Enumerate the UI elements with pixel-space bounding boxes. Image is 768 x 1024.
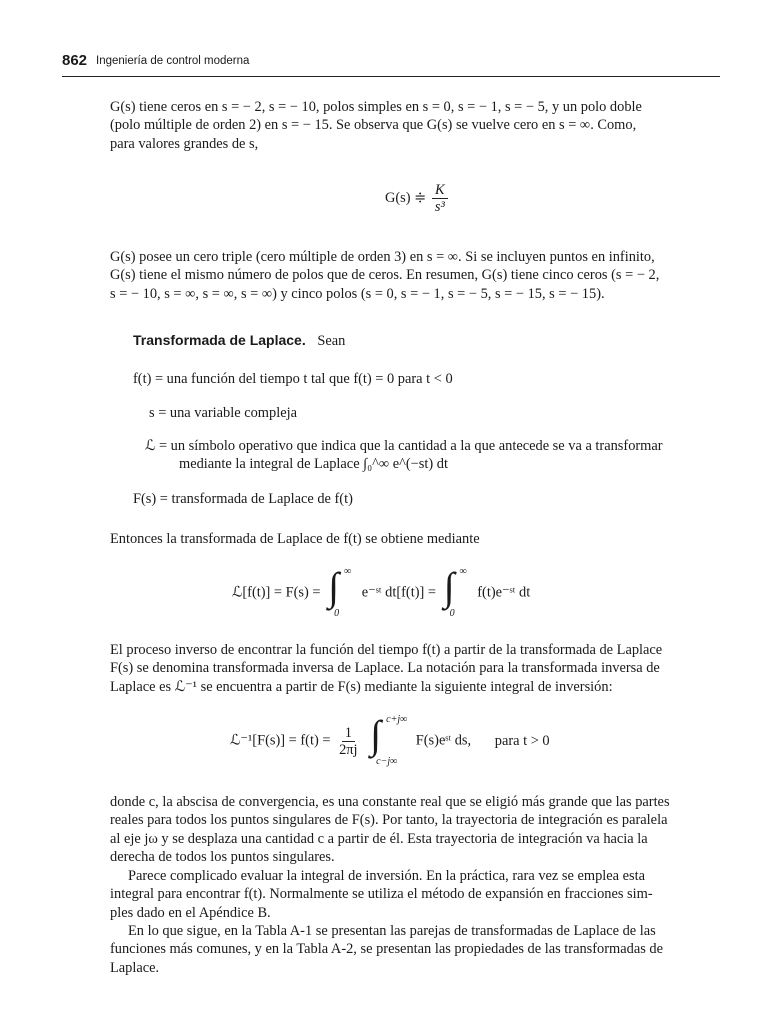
condition: para t > 0 (494, 732, 550, 749)
paragraph-complicated (110, 867, 718, 922)
integrand: f(t)e⁻ˢᵗ dt (477, 584, 531, 601)
paragraph-then (110, 530, 718, 548)
integral-lower-limit: 0 (449, 608, 455, 619)
running-title: Ingeniería de control moderna (96, 55, 250, 67)
text-line: Laplace es ℒ⁻¹ se encuentra a partir de F(s) mediante la siguiente integral de inversión: (110, 678, 613, 695)
paragraph-summary (110, 248, 718, 303)
equation-lhs: ℒ[f(t)] = F(s) = (232, 584, 321, 601)
section-heading: Transformada de Laplace. (133, 332, 306, 348)
section-laplace-heading (133, 332, 345, 350)
integral-sign: ∫ c+j∞ c−j∞ (370, 712, 408, 767)
equation-lhs: ℒ⁻¹[F(s)] = f(t) = (230, 732, 331, 749)
text-line: G(s) tiene ceros en s = − 2, s = − 10, polos simples en s = 0, s = − 1, s = − 5, y un polo doble (110, 99, 642, 115)
paragraph-zeros-poles (110, 98, 718, 153)
text-line: G(s) tiene el mismo número de polos que de ceros. En resumen, G(s) tiene cinco ceros (s = − 2, (110, 267, 660, 284)
integral-lower-limit: c−j∞ (376, 756, 398, 767)
text-line: funciones más comunes, y en la Tabla A-2, se presentan las propiedades de las transformadas de (110, 941, 663, 958)
fraction (432, 182, 448, 215)
definition-ft: f(t) = una función del tiempo t tal que f(t) = 0 para t < 0 (133, 371, 453, 387)
equation-lhs: G(s) ≑ (385, 189, 427, 206)
fraction (336, 725, 360, 758)
text-line: F(s) se denomina transformada inversa de Laplace. La notación para la transformada inversa de (110, 660, 660, 677)
integral-sign: ∫ ∞ 0 (443, 564, 467, 619)
page-number: 862 (62, 52, 88, 69)
text-line: s = − 10, s = ∞, s = ∞, s = ∞) y cinco polos (s = 0, s = − 1, s = − 5, s = − 15, s = − 15). (110, 285, 605, 302)
integral-lower-limit: 0 (334, 608, 340, 619)
equation-laplace-transform (232, 564, 531, 619)
text-line: derecha de todos los puntos singulares. (110, 849, 335, 866)
definition-s: s = una variable compleja (149, 405, 297, 421)
text-line: ples dado en el Apéndice B. (110, 904, 271, 921)
definition-L-line1: ℒ = un símbolo operativo que indica que la cantidad a la que antecede se va a transformar (145, 438, 663, 454)
definition-L-line2: mediante la integral de Laplace ∫₀^∞ e^(−st) dt (179, 456, 448, 472)
text-line: (polo múltiple de orden 2) en s = − 15. Se observa que G(s) se vuelve cero en s = ∞. Como, (110, 117, 637, 134)
page-header (62, 50, 720, 77)
integral-upper-limit: ∞ (459, 566, 467, 577)
text-line: En lo que sigue, en la Tabla A-1 se presentan las parejas de transformadas de Laplace de las (128, 923, 656, 939)
text-line: para valores grandes de s, (110, 135, 259, 152)
integral-upper-limit: c+j∞ (386, 714, 408, 725)
paragraph-abscissa (110, 793, 718, 867)
text-line: El proceso inverso de encontrar la función del tiempo f(t) a partir de la transformada de Laplace (110, 642, 663, 658)
integrand: e⁻ˢᵗ dt[f(t)] = (361, 584, 437, 601)
definition-Fs: F(s) = transformada de Laplace de f(t) (133, 491, 353, 507)
integrand: F(s)eˢᵗ ds, (415, 732, 472, 749)
fraction-numerator: 1 (342, 725, 355, 742)
integral-upper-limit: ∞ (344, 566, 352, 577)
fraction-denominator: s³ (434, 199, 445, 215)
text-line: integral para encontrar f(t). Normalmente se utiliza el método de expansión en fracciones sim- (110, 886, 653, 903)
text-line: G(s) posee un cero triple (cero múltiple de orden 3) en s = ∞. Si se incluyen puntos en infinito, (110, 249, 655, 265)
heading-continuation: Sean (317, 333, 346, 349)
text-line: Laplace. (110, 959, 160, 976)
text-line: Parece complicado evaluar la integral de inversión. En la práctica, rara vez se emplea esta (128, 868, 646, 884)
text-line: reales para todos los puntos singulares de F(s). Por tanto, la trayectoria de integración es paralela (110, 812, 668, 829)
text-line: donde c, la abscisa de convergencia, es una constante real que se eligió más grande que las partes (110, 794, 670, 810)
paragraph-inverse (110, 641, 718, 696)
equation-inverse-laplace (230, 712, 550, 767)
equation-g-approx (385, 182, 450, 215)
fraction-denominator: 2πj (339, 741, 358, 758)
text-line: Entonces la transformada de Laplace de f(t) se obtiene mediante (110, 531, 480, 547)
fraction-numerator: K (432, 182, 448, 199)
text-line: al eje jω y se desplaza una cantidad c a partir de él. Esta trayectoria de integración va hacia la (110, 830, 648, 847)
integral-sign: ∫ ∞ 0 (328, 564, 352, 619)
paragraph-tables (110, 922, 718, 977)
